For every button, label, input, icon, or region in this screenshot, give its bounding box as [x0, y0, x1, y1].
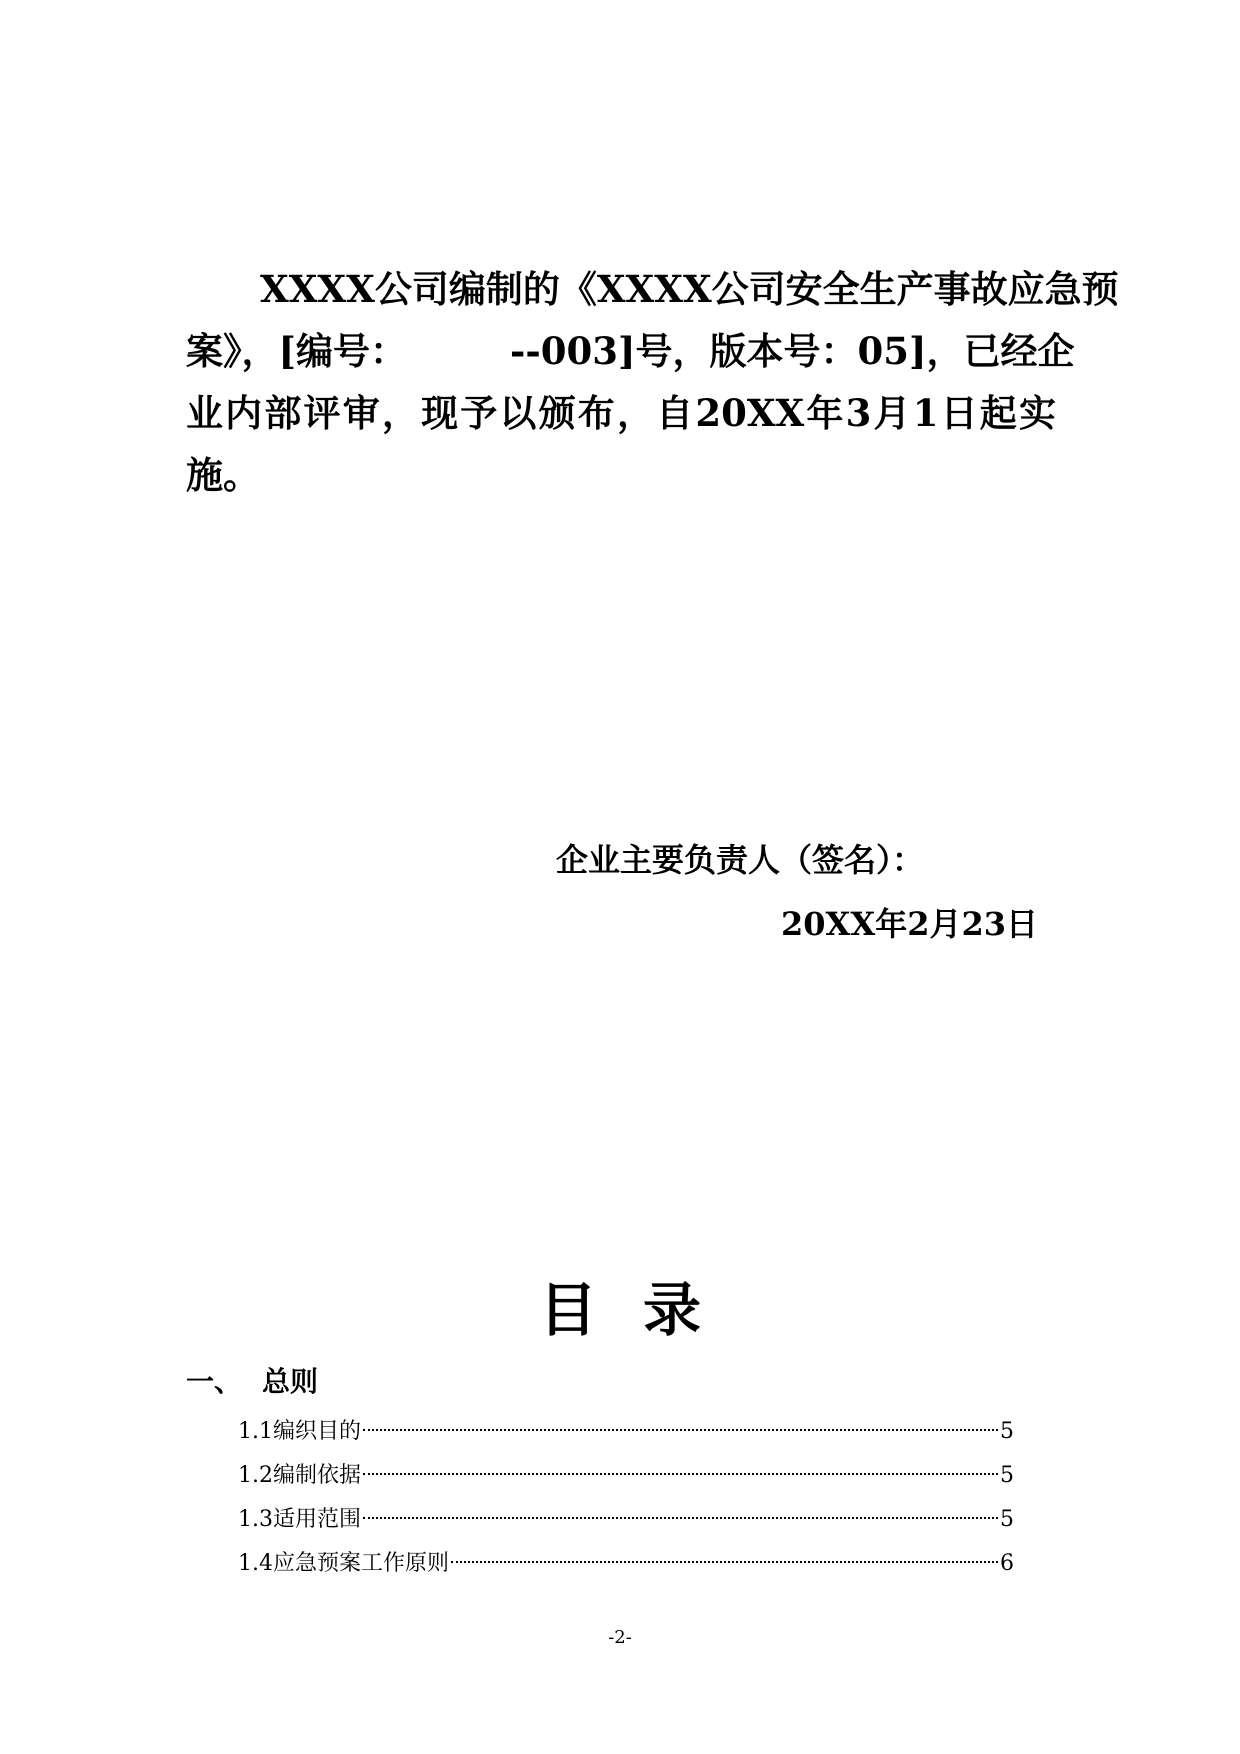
toc-title: 目录 — [538, 1276, 747, 1344]
toc-entry-label: 1.3适用范围 — [238, 1507, 361, 1532]
toc-entry[interactable] — [238, 1454, 1014, 1498]
toc-entry[interactable] — [238, 1498, 1014, 1542]
toc-entry[interactable] — [238, 1542, 1014, 1586]
toc-dot-leader — [451, 1561, 998, 1563]
page-number: -2- — [608, 1627, 632, 1648]
toc-dot-leader — [363, 1517, 998, 1519]
proclamation-line: 案》，[编号： --003]号，版本号：05]，已经企 — [186, 329, 1075, 373]
toc-entry[interactable] — [238, 1410, 1014, 1454]
toc-dot-leader — [363, 1429, 998, 1431]
toc-chapter-title: 总则 — [262, 1365, 319, 1398]
proclamation-line: 施。 — [186, 453, 260, 497]
toc-chapter-number: 一、 — [186, 1365, 243, 1398]
toc-entry-page: 6 — [1000, 1551, 1014, 1576]
toc-chapter-heading — [186, 1362, 318, 1402]
toc-entry-page: 5 — [1000, 1507, 1014, 1532]
proclamation-line: XXXX公司编制的《XXXX公司安全生产事故应急预 — [260, 267, 1119, 311]
toc-entry-label: 1.4应急预案工作原则 — [238, 1551, 449, 1576]
proclamation-line: 业内部评审，现予以颁布，自20XX年3月1日起实 — [186, 391, 1056, 435]
toc-list — [238, 1410, 1014, 1586]
toc-dot-leader — [363, 1473, 998, 1475]
signature-date: 20XX年2月23日 — [781, 905, 1038, 943]
proclamation-paragraph — [186, 258, 1119, 506]
signatory-label: 企业主要负责人（签名）： — [556, 841, 925, 879]
toc-entry-page: 5 — [1000, 1463, 1014, 1488]
toc-entry-label: 1.1编织目的 — [238, 1419, 361, 1444]
toc-entry-label: 1.2编制依据 — [238, 1463, 361, 1488]
toc-entry-page: 5 — [1000, 1419, 1014, 1444]
